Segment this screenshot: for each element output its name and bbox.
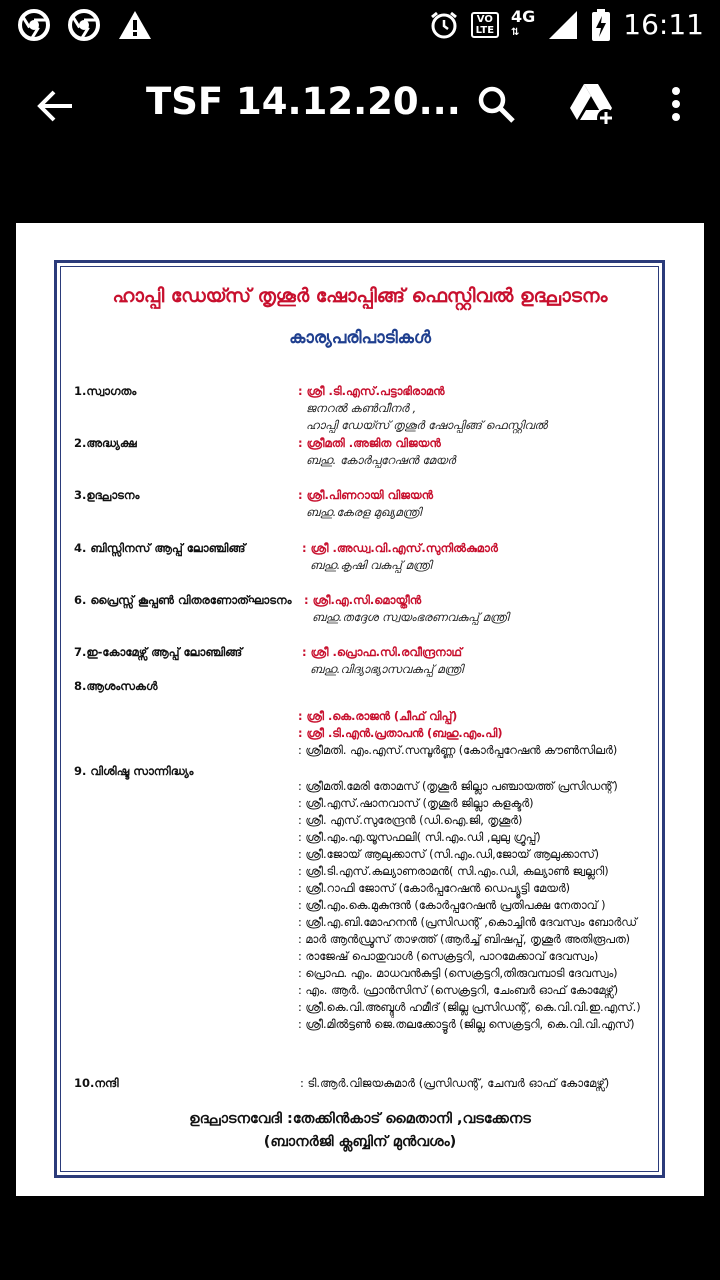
felicitation-speaker: : ശ്രീ .കെ.രാജൻ (ചീഫ് വിപ്പ്) <box>298 710 458 723</box>
venue-line: ഉദ്ഘാടനവേദി :തേക്കിൻകാട് മൈതാനി ,വടക്കേനട <box>189 1111 531 1127</box>
chrome-icon <box>18 9 50 41</box>
chrome-icon <box>68 9 100 41</box>
document-page[interactable]: ഹാപ്പി ഡേയ്സ് തൃശൂർ ഷോപ്പിങ്ങ് ഫെസ്റ്റിവൽ ഉദ്ഘാടനം കാര്യപരിപാടികൾ 1.സ്വാഗതം : ശ്രീ .ടി.എസ്.പട്ടാഭിരാമൻ ജനറൽ കൺവീനർ , ഹാപ്പി ഡേയ്സ് തൃശൂർ ഷോപ്പിങ്ങ് ഫെസ്റ്റിവൽ 2.അദ്ധ്യക്ഷ : ശ്രീമതി .അജിത വിജയൻ ബഹു. കോർപ്പറേഷൻ മേയർ 3.ഉദ്ഘാടനം : ശ്രീ.പിണറായി വിജയൻ ബഹു.കേരള മുഖ്യമന്ത്രി 4. ബിസ്സിനസ് ആപ്പ് ലോഞ്ചിങ്ങ് : ശ്രീ .അഡ്വ.വി.എസ്.സുനിൽകുമാർ ബഹു.കൃഷി വകുപ്പ് മന്ത്രി 6. പ്രൈസ്സ് കൂപ്പൺ വിതരണോത്ഘാടനം : ശ്രീ.എ.സി.മൊയ്തീൻ ബഹു.തദ്ദേശ സ്വയംഭരണവകുപ്പ് മന്ത്രി 7.ഇ-കോമേഴ്സ് ആപ്പ് ലോഞ്ചിങ്ങ് : ശ്രീ .പ്രൊഫ.സി.രവീന്ദ്രനാഥ് ബഹു.വിദ്യാഭ്യാസവകുപ്പ് മന്ത്രി 8.ആശംസകൾ : ശ്രീ .കെ.രാജൻ (ചീഫ് വിപ്പ്) : ശ്രീ .ടി.എൻ.പ്രതാപൻ (ബഹു.എം.പി) : ശ്രീമതി. എം.എസ്.സമ്പൂർണ്ണ (കോർപ്പറേഷൻ കൗൺസിലർ) 9. വിശിഷ്ട സാന്നിദ്ധ്യം : ശ്രീമതി.മേരി തോമസ് (തൃശൂർ ജില്ലാ പഞ്ചായത്ത് പ്രസിഡന്റ്) : ശ്രീ.എസ്.ഷാനവാസ് (തൃശൂർ ജില്ലാ കളക്ടർ) : ശ്രീ. എസ്.സുരേന്ദ്രൻ (ഡി.ഐ.ജി, തൃശൂർ) : ശ്രീ.എം.എ.യൂസഫലി( സി.എം.ഡി ,ലുലു ഗ്രൂപ്പ്) : ശ്രീ.ജോയ് ആലുക്കാസ് (സി.എം.ഡി,ജോയ് ആലുക്കാസ്) : ശ്രീ.ടി.എസ്.കല്യാണരാമൻ( സി.എം.ഡി, കല്യാൺ ജ്വല്ലറി) : ശ്രീ.റാഫി ജോസ് (കോർപ്പറേഷൻ ഡെപ്യൂട്ടി മേയർ) : ശ്രീ.എം.കെ.മുകുന്ദൻ (കോർപ്പറേഷൻ പ്രതിപക്ഷ നേതാവ് ) : ശ്രീ.എ.ബി.മോഹനൻ (പ്രസിഡന്റ് ,കൊച്ചിൻ ദേവസ്വം ബോർഡ് : മാർ ആൻഡ്രൂസ് താഴത്ത് (ആർച്ച് ബിഷപ്പ്, തൃശൂർ അതിരൂപത) : രാജേഷ് പൊതുവാൾ (സെക്രട്ടറി, പാറമേക്കാവ് ദേവസ്വം) : പ്രൊഫ. എം. മാധവൻകുട്ടി (സെക്രട്ടറി,തിരുവമ്പാടി ദേവസ്വം) : എം. ആർ. ഫ്രാൻസിസ് (സെക്രട്ടറി, ചേംബർ ഓഫ് കോമേഴ്സ്) : ശ്രീ.കെ.വി.അബ്ദുൾ ഹമീദ് (ജില്ല പ്രസിഡന്റ്, കെ.വി.വി.ഇ.എസ്.) : ശ്രീ.മിൽട്ടൺ ജെ.തലക്കോട്ടൂർ (ജില്ല സെക്രട്ടറി, കെ.വി.വി.എസ്) 10.നന്ദി : ടി.ആർ.വിജയകുമാർ (പ്രസിഡന്റ്, ചേമ്പർ ഓഫ് കോമേഴ്സ്) ഉദ്ഘാടനവേദി :തേക്കിൻകാട് മൈതാനി ,വടക്കേനട (ബാനർജി ക്ലബ്ബിന് മുൻവശം) <box>16 223 704 1196</box>
warning-icon <box>118 9 152 41</box>
alarm-icon <box>429 10 459 40</box>
dignitary: : ശ്രീ.കെ.വി.അബ്ദുൾ ഹമീദ് (ജില്ല പ്രസിഡന്റ്, കെ.വി.വി.ഇ.എസ്.) <box>298 1001 641 1014</box>
dignitary: : എം. ആർ. ഫ്രാൻസിസ് (സെക്രട്ടറി, ചേംബർ ഓഫ് കോമേഴ്സ്) <box>298 984 619 997</box>
dignitary: : ശ്രീ.മിൽട്ടൺ ജെ.തലക്കോട്ടൂർ (ജില്ല സെക്രട്ടറി, കെ.വി.വി.എസ്) <box>298 1018 635 1031</box>
dignitary: : ശ്രീ.റാഫി ജോസ് (കോർപ്പറേഷൻ ഡെപ്യൂട്ടി മേയർ) <box>298 882 571 895</box>
clock: 16:11 <box>623 8 704 41</box>
network-type: 4G ⇅ <box>511 6 536 38</box>
add-to-drive-icon[interactable] <box>568 80 616 128</box>
document-title: TSF 14.12.20... <box>146 80 461 123</box>
program-subheading: കാര്യപരിപാടികൾ <box>289 328 431 348</box>
dignitary: : രാജേഷ് പൊതുവാൾ (സെക്രട്ടറി, പാറമേക്കാവ് ദേവസ്വം) <box>298 950 599 963</box>
dignitary: : മാർ ആൻഡ്രൂസ് താഴത്ത് (ആർച്ച് ബിഷപ്പ്, തൃശൂർ അതിരൂപത) <box>298 933 630 946</box>
volte-badge: VO LTE <box>471 12 499 38</box>
battery-charging-icon <box>591 9 611 41</box>
dignitary: : ശ്രീ.ജോയ് ആലുക്കാസ് (സി.എം.ഡി,ജോയ് ആലുക്കാസ്) <box>298 848 600 861</box>
dignitary: : ശ്രീ.എസ്.ഷാനവാസ് (തൃശൂർ ജില്ലാ കളക്ടർ) <box>298 797 534 810</box>
felicitation-speaker: : ശ്രീമതി. എം.എസ്.സമ്പൂർണ്ണ (കോർപ്പറേഷൻ കൗൺസിലർ) <box>298 744 618 757</box>
dignitary: : ശ്രീ.എം.എ.യൂസഫലി( സി.എം.ഡി ,ലുലു ഗ്രൂപ്പ്) <box>298 831 541 844</box>
search-icon[interactable] <box>476 84 516 124</box>
dignitary: : ശ്രീ.എ.ബി.മോഹനൻ (പ്രസിഡന്റ് ,കൊച്ചിൻ ദേവസ്വം ബോർഡ് <box>298 916 637 929</box>
more-options-icon[interactable] <box>664 84 688 124</box>
dignitary: : ശ്രീ.എം.കെ.മുകുന്ദൻ (കോർപ്പറേഷൻ പ്രതിപക്ഷ നേതാവ് ) <box>298 899 606 912</box>
status-bar <box>0 0 720 50</box>
back-arrow-icon[interactable] <box>36 86 76 126</box>
dignitary: : ശ്രീ. എസ്.സുരേന്ദ്രൻ (ഡി.ഐ.ജി, തൃശൂർ) <box>298 814 523 827</box>
app-bar <box>0 50 720 160</box>
event-heading: ഹാപ്പി ഡേയ്സ് തൃശൂർ ഷോപ്പിങ്ങ് ഫെസ്റ്റിവൽ ഉദ്ഘാടനം <box>112 285 608 307</box>
felicitation-speaker: : ശ്രീ .ടി.എൻ.പ്രതാപൻ (ബഹു.എം.പി) <box>298 727 503 740</box>
dignitary: : ശ്രീ.ടി.എസ്.കല്യാണരാമൻ( സി.എം.ഡി, കല്യാൺ ജ്വല്ലറി) <box>298 865 609 878</box>
signal-icon <box>547 9 579 41</box>
dignitary: : ശ്രീമതി.മേരി തോമസ് (തൃശൂർ ജില്ലാ പഞ്ചായത്ത് പ്രസിഡന്റ്) <box>298 780 618 793</box>
dignitary: : പ്രൊഫ. എം. മാധവൻകുട്ടി (സെക്രട്ടറി,തിരുവമ്പാടി ദേവസ്വം) <box>298 967 618 980</box>
venue-landmark: (ബാനർജി ക്ലബ്ബിന് മുൻവശം) <box>263 1134 457 1150</box>
